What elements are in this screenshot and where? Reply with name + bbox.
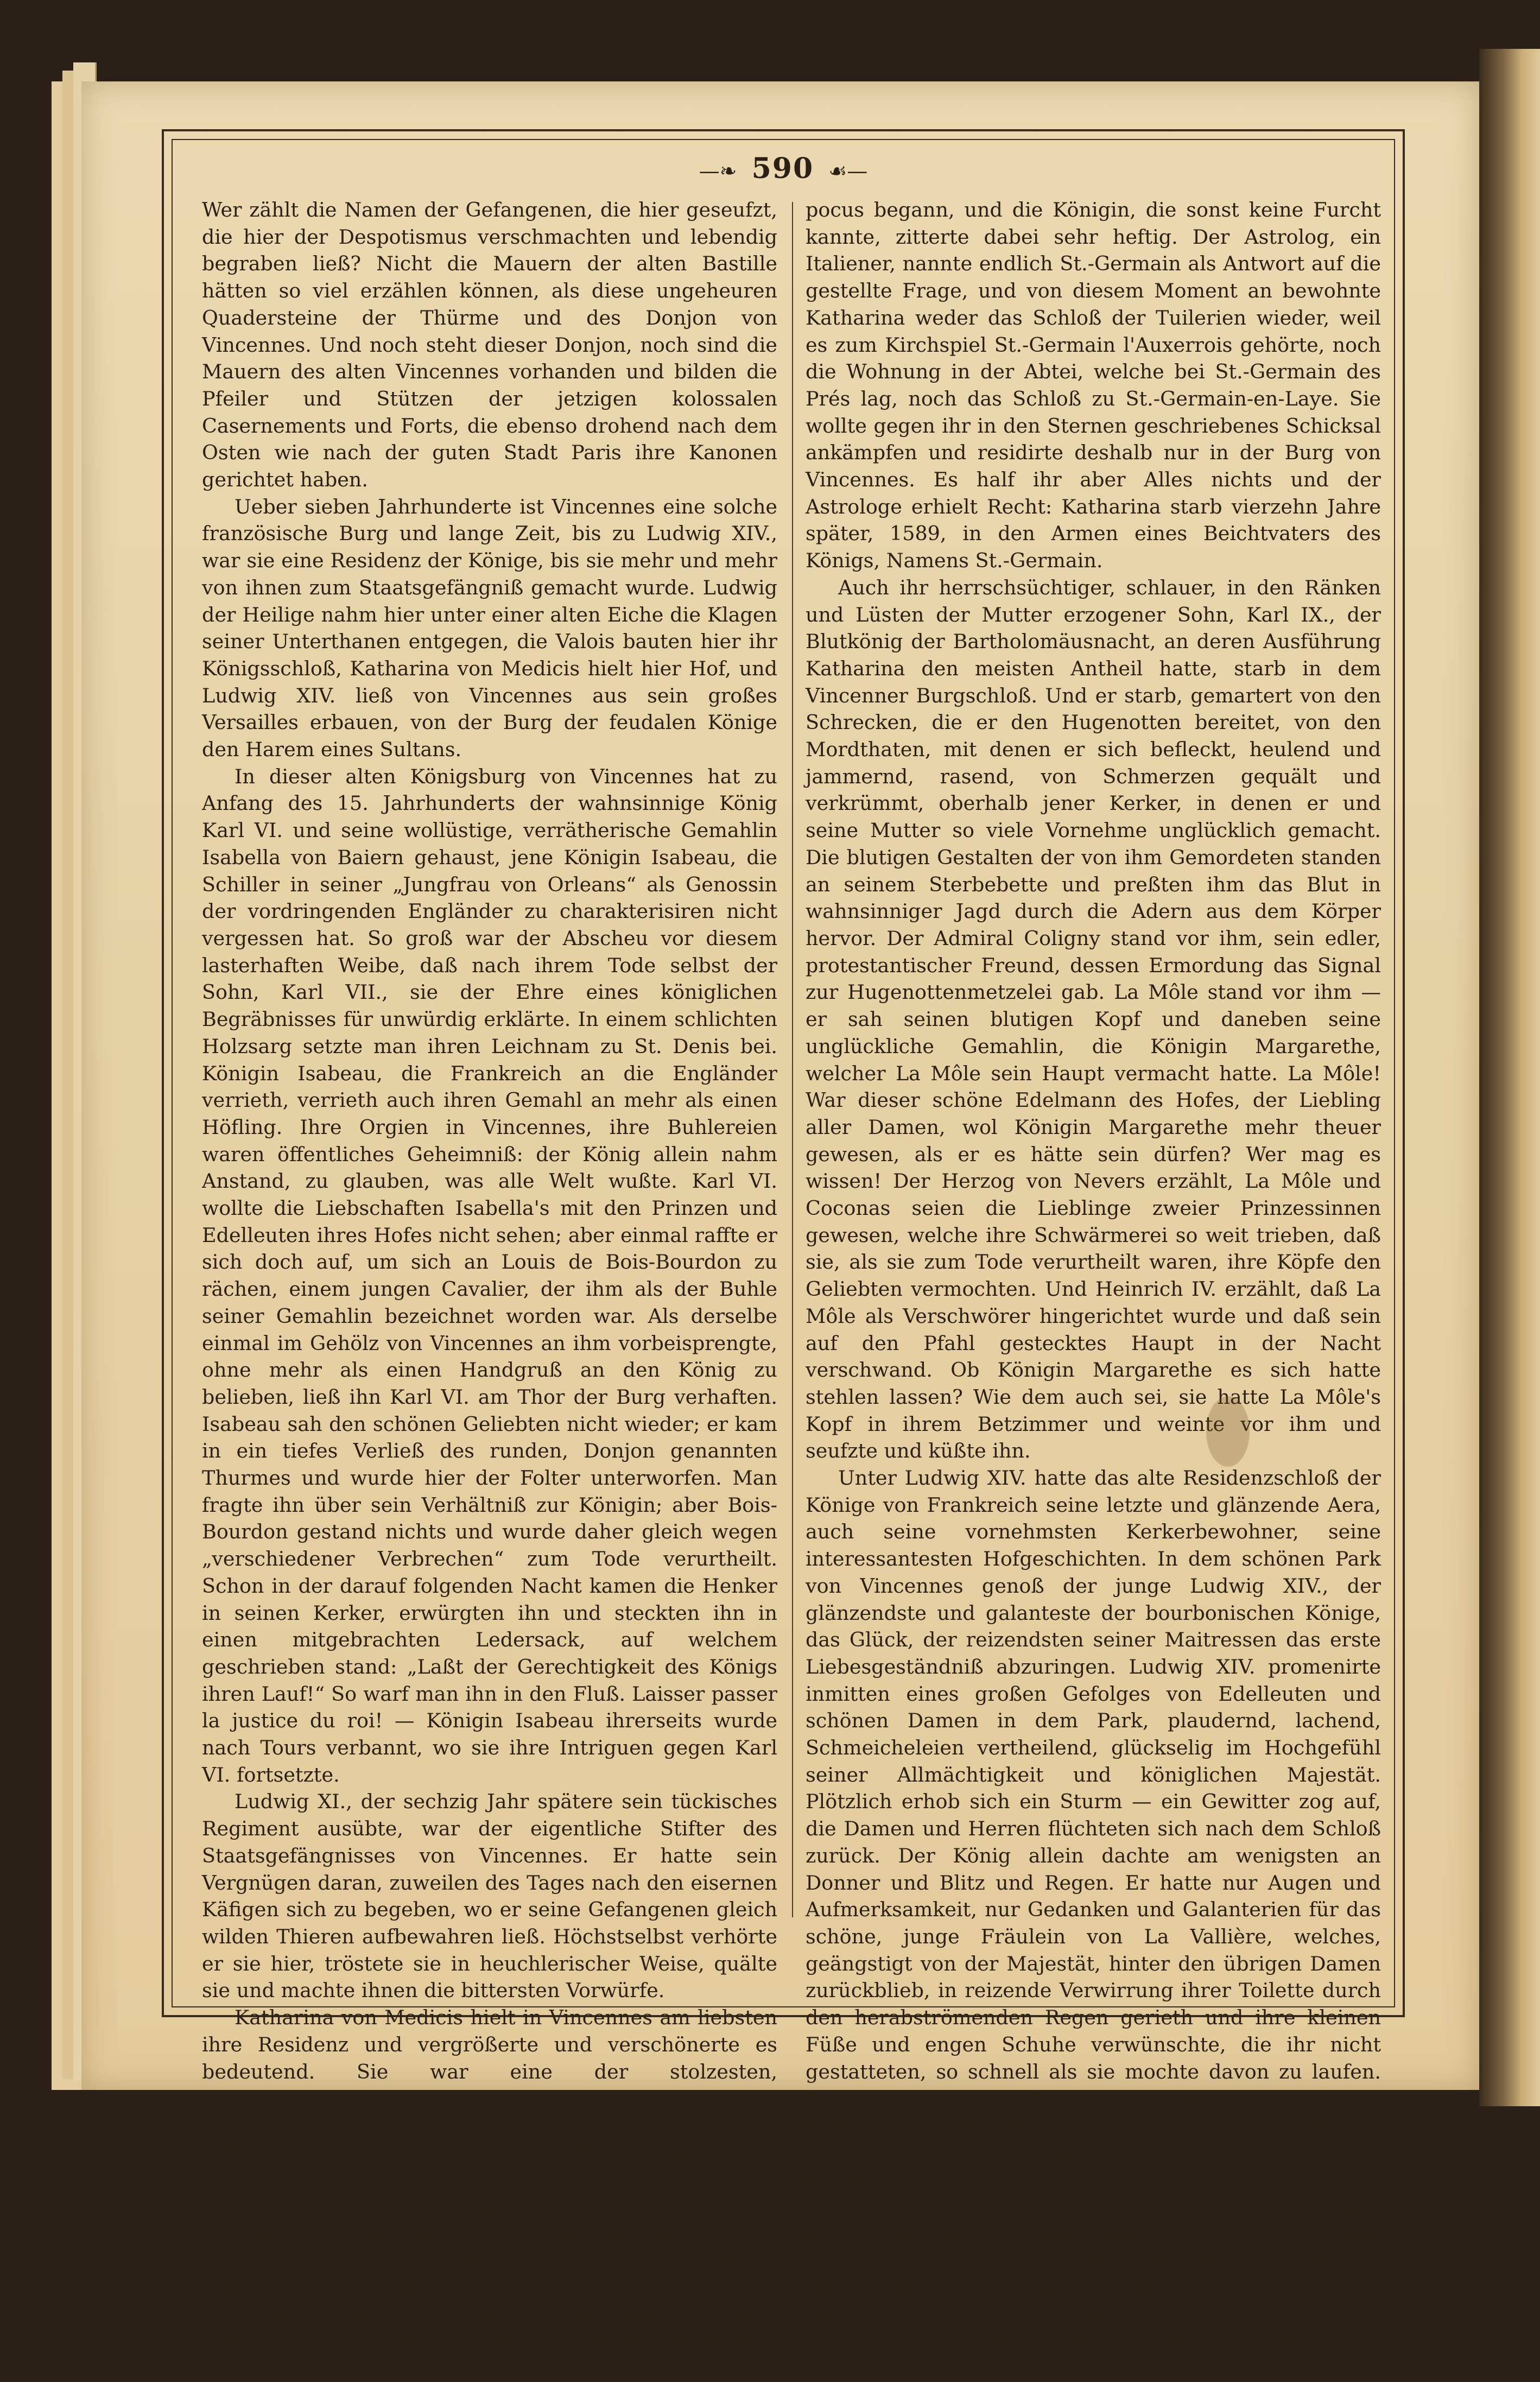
paragraph: In dieser alten Königsburg von Vincennes hat zu Anfang des 15. Jahrhunderts der wahnsinnige König Karl VI. und seine wollüstige, verrätherische Gemahlin Isabella von Baiern gehaust, jene Königin Isabeau, die Schiller in seiner „Jungfrau von Orleans“ als Genossin der vordringenden Engländer zu charakterisiren nicht vergessen hat. So groß war der Abscheu vor diesem lasterhaften Weibe, daß nach ihrem Tode selbst der Sohn, Karl VII., sie der Ehre eines königlichen Begräbnisses für unwürdig erklärte. In einem schlichten Holzsarg setzte man ihren Leichnam zu St. Denis bei. Königin Isabeau, die Frankreich an die Engländer verrieth, verrieth auch ihren Gemahl an mehr als einen Höfling. Ihre Orgien in Vincennes, ihre Buhlereien waren öffentliches Geheimniß: der König allein nahm Anstand, zu glauben, was alle Welt wußte. Karl VI. wollte die Liebschaften Isabella's mit den Prinzen und Edelleuten ihres Hofes nicht sehen; aber einmal raffte er sich doch auf, um sich an Louis de Bois-Bourdon zu rächen, einem jungen Cavalier, der ihm als der Buhle seiner Gemahlin bezeichnet worden war. Als derselbe einmal im Gehölz von Vincennes an ihm vorbeisprengte, ohne mehr als einen Handgruß an den König zu belieben, ließ ihn Karl VI. am Thor der Burg verhaften. Isabeau sah den schönen Geliebten nicht wieder; er kam in ein tiefes Verließ des runden, Donjon genannten Thurmes und wurde hier der Folter unterworfen. Man fragte ihn über sein Verhältniß zur Königin; aber Bois-Bourdon gestand nichts und wurde daher gleich wegen „verschiedener Verbrechen“ zum Tode verurtheilt. Schon in der darauf folgenden Nacht kamen die Henker in seinen Kerker, erwürgten ihn und steckten ihn in einen mitgebrachten Ledersack, auf welchem geschrieben stand: „Laßt der Gerechtigkeit des Königs ihren Lauf!“ So warf man ihn in den Fluß. Laisser passer la justice du roi! — Königin Isabeau ihrerseits wurde nach Tours verbannt, wo sie ihre Intriguen gegen Karl VI. fortsetzte. (202, 764, 777, 1786)
paragraph: Wer zählt die Namen der Gefangenen, die hier geseufzt, die hier der Despotismus verschmachten und lebendig begraben ließ? Nicht die Mauern der alten Bastille hätten so viel erzählen können, als diese ungeheuren Quadersteine der Thürme und des Donjon von Vincennes. Und noch steht dieser Donjon, noch sind die Mauern des alten Vincennes vorhanden und bilden die Pfeiler und Stützen der jetzigen kolossalen Casernements und Forts, die ebenso drohend nach dem Osten wie nach der guten Stadt Paris ihre Kanonen gerichtet haben. (202, 198, 777, 492)
paper-stain (1206, 1396, 1250, 1467)
column-divider (792, 202, 793, 1917)
text-column-right (806, 197, 1381, 2380)
ornament-right: ☙— (828, 159, 868, 183)
paragraph: Als sie dann, der König und die Ehrendame der Königin, (806, 2329, 1381, 2380)
paragraph: Auch ihr herrschsüchtiger, schlauer, in den Ränken und Lüsten der Mutter erzogener Sohn, Karl IX., der Blutkönig der Bartholomäusnacht, an deren Ausführung Katharina den meisten Antheil hatte, starb in dem Vincenner Burgschloß. Und er starb, gemartert von den Schrecken, die er den Hugenotten bereitet, von den Mordthaten, mit denen er sich befleckt, heulend und jammernd, rasend, von Schmerzen gequält und verkrümmt, oberhalb jener Kerker, in denen er und seine Mutter so viele Vornehme unglücklich gemacht. Die blutigen Gestalten der von ihm Gemordeten standen an seinem Sterbebette und preßten ihm das Blut in wahnsinniger Jagd durch die Adern aus dem Körper hervor. Der Admiral Coligny stand vor ihm, sein edler, protestantischer Freund, dessen Ermordung das Signal zur Hugenottenmetzelei gab. La Môle stand vor ihm — er sah seinen blutigen Kopf und daneben seine unglückliche Gemahlin, die Königin Margarethe, welcher La Môle sein Haupt vermacht hatte. La Môle! War dieser schöne Edelmann des Hofes, der Liebling aller Damen, wol Königin Margarethe mehr theuer gewesen, als er es hätte sein dürfen? Wer mag es wissen! Der Herzog von Nevers erzählt, La Môle und Coconas seien die Lieblinge zweier Prinzessinnen gewesen, welche ihre Schwärmerei so weit trieben, daß sie, als sie zum Tode verurtheilt waren, ihre Köpfe den Geliebten vermochten. Und Heinrich IV. erzählt, daß La Môle als Verschwörer hingerichtet wurde und daß sein auf den Pfahl gestecktes Haupt in der Nacht verschwand. Ob Königin Margarethe es sich hatte stehlen lassen? Wie dem auch sei, sie hatte La Môle's Kopf in ihrem Betzimmer und weinte vor ihm und seufzte und küßte ihn. (806, 575, 1381, 1463)
paragraph: Unter Ludwig XIV. hatte das alte Residenzschloß der Könige von Frankreich seine letzte und glänzende Aera, auch seine vornehmsten Kerkerbewohner, seine interessantesten Hofgeschichten. In dem schönen Park von Vincennes genoß der junge Ludwig XIV., der glänzendste und galanteste der bourbonischen Könige, das Glück, der reizendsten seiner Maitressen das erste Liebesgeständniß abzuringen. Ludwig XIV. promenirte inmitten eines großen Gefolges von Edelleuten und schönen Damen in dem Park, plaudernd, lachend, Schmeicheleien vertheilend, glückselig im Hochgefühl seiner Allmächtigkeit und königlichen Majestät. Plötzlich erhob sich ein Sturm — ein Gewitter zog auf, die Damen und Herren flüchteten sich nach dem Schloß zurück. Der König allein dachte am wenigsten an Donner und Blitz und Regen. Er hatte nur Augen und Aufmerksamkeit, nur Gedanken und Galanterien für das schöne, junge Fräulein von La Vallière, welches, geängstigt von der Majestät, hinter den übrigen Damen zurückblieb, in reizende Verwirrung ihrer Toilette durch den herabströmenden Regen gerieth und ihre kleinen Füße und engen Schuhe verwünschte, die ihr nicht gestatteten, so schnell als sie mochte davon zu laufen. Die Schmeichelei des Königs brach alle Vorschriften der Etikette, und die Hofleute und Hofdamen waren so gefällig, mit der schüchternen Verliebtheit des herrlichen Ludwig Mitleid zu haben: sie machten, daß sie fortkamen aus dem Regen und aus dem Park und ließen das arme, zitternde Fräulein von La Vallière allein mit Ludwig XIV. zurück. Und diese Beiden suchten, so viel es ging, Schutz hinter einer Blumenwand — es regnete und donnerte, und sie küßten sich. (806, 1466, 1381, 2326)
page-header (164, 152, 1403, 190)
paragraph: pocus begann, und die Königin, die sonst keine Furcht kannte, zitterte dabei sehr heftig. Der Astrolog, ein Italiener, nannte endlich St.-Germain als Antwort auf die gestellte Frage, und von diesem Moment an bewohnte Katharina weder das Schloß der Tuilerien wieder, weil es zum Kirchspiel St.-Germain l'Auxerrois gehörte, noch die Wohnung in der Abtei, welche bei St.-Germain des Prés lag, noch das Schloß zu St.-Germain-en-Laye. Sie wollte gegen ihr in den Sternen geschriebenes Schicksal ankämpfen und residirte deshalb nur in der Burg von Vincennes. Es half ihr aber Alles nichts und der Astrologe erhielt Recht: Katharina starb vierzehn Jahre später, 1589, in den Armen eines Beichtvaters des Königs, Namens St.-Germain. (806, 198, 1381, 573)
page-number: 590 (751, 152, 814, 185)
book-page (81, 81, 1479, 2380)
paragraph: Katharina von Medicis hielt in Vincennes am liebsten ihre Residenz und vergrößerte und verschönerte es bedeutend. Sie war eine der stolzesten, herrschsüchtigsten, majestätischsten Frauen, die je auf dem Thron gesessen, aber ihre Freundschaft war gefährlich. Als sie Herrn von Bois-Février einmal mit „mein Freund“ anredete, antwortete dieser schnell: „Madâme, gestatten Sie mir, mich Ihren Feind zu nennen.“ Und er hatte recht calculirt. Kurze Zeit nachher saß er im Donjon von Vincennes und konnte über die Freundschaft einer Königin nachdenken. (202, 2006, 777, 2299)
paragraph: Ludwig XI., der sechzig Jahr spätere sein tückisches Regiment ausübte, war der eigentliche Stifter des Staatsgefängnisses von Vincennes. Er hatte sein Vergnügen daran, zuweilen des Tages nach den eisernen Käfigen sich zu begeben, wo er seine Gefangenen gleich wilden Thieren aufbewahren ließ. Höchstselbst verhörte er sie hier, tröstete sie in heuchlerischer Weise, quälte sie und machte ihnen die bittersten Vorwürfe. (202, 1790, 777, 2003)
book-gutter (1479, 49, 1540, 2106)
page-frame (162, 129, 1405, 2380)
ornament-left: —❧ (699, 159, 737, 183)
text-column-left (202, 197, 777, 2380)
paragraph: Ueber sieben Jahrhunderte ist Vincennes eine solche französische Burg und lange Zeit, bis zu Ludwig XIV., war sie eine Residenz der Könige, bis sie mehr und mehr von ihnen zum Staatsgefängniß gemacht wurde. Ludwig der Heilige nahm hier unter einer alten Eiche die Klagen seiner Unterthanen entgegen, die Valois bauten hier ihr Königsschloß, Katharina von Medicis hielt hier Hof, und Ludwig XIV. ließ von Vincennes aus sein großes Versailles erbauen, von der Burg der feudalen Könige den Harem eines Sultans. (202, 495, 777, 762)
paragraph: Einmal befragte Katharina von Medicis ihren Astrologen nach dem Orte wo sie sterben würde. Der astrologische Hocus- (202, 2302, 777, 2380)
